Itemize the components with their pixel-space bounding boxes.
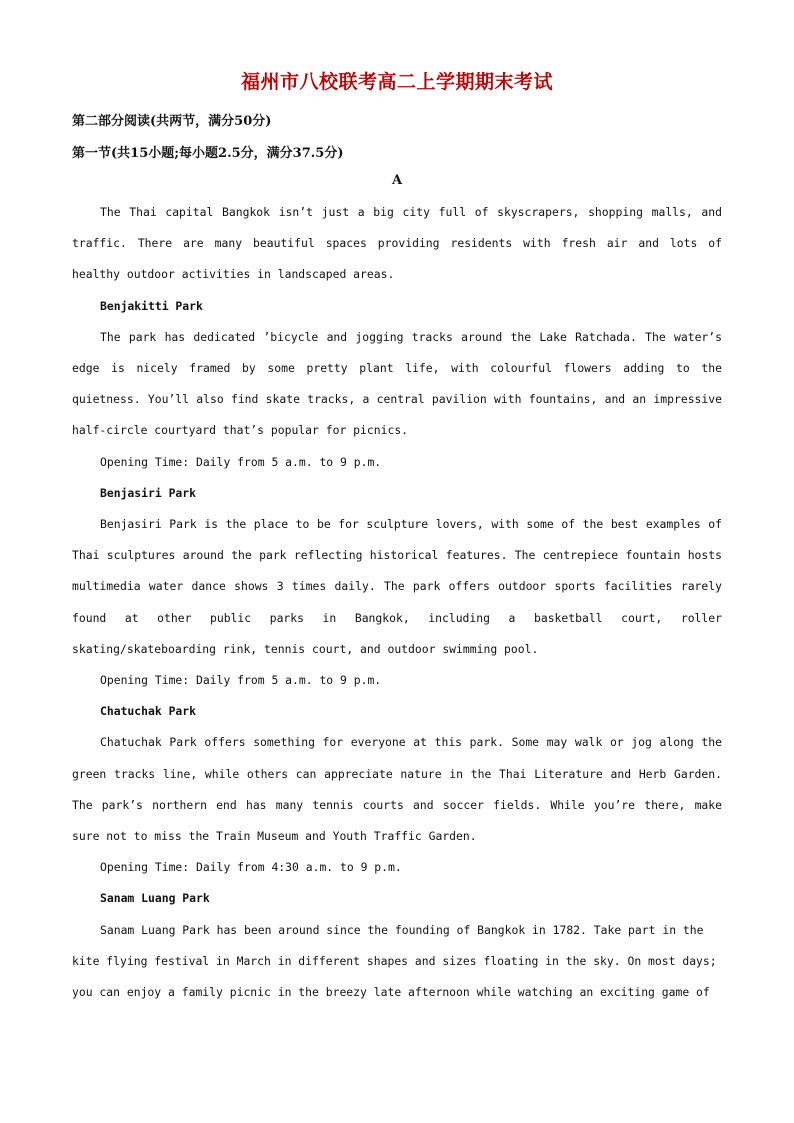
- park-description: Sanam Luang Park has been around since the founding of Bangkok in 1782. Take part in the kite flying festival in March in different shapes and sizes floating in the sky. On most days; you can enjoy a family picnic in the breezy late afternoon while watching an exciting game of: [72, 922, 717, 1000]
- park-opening-time: Opening Time: Daily from 4:30 a.m. to 9 p.m.: [100, 860, 402, 875]
- park-heading: Chatuchak Park: [100, 704, 197, 719]
- passage-body: [72, 197, 722, 1008]
- park-heading: Benjasiri Park: [100, 485, 197, 500]
- park-description: The park has dedicated ’bicycle and jogging tracks around the Lake Ratchada. The water’s edge is nicely framed by some pretty plant life, with colourful flowers adding to the quietness. You’ll also find skate tracks, a central pavilion with fountains, and an impressive half-circle courtyard that’s popular for picnics.: [72, 329, 722, 438]
- park-description: Benjasiri Park is the place to be for sculpture lovers, with some of the best examples of Thai sculptures around the park reflecting historical features. The centrepiece fountain hosts multimedia water dance shows 3 times daily. The park offers outdoor sports facilities rarely found at other public parks in Bangkok, including a basketball court, roller skating/skateboarding rink, tennis court, and outdoor swimming pool.: [72, 517, 722, 656]
- section-heading: 第二部分阅读(共两节，满分50分): [72, 114, 272, 129]
- passage-label: A: [391, 173, 403, 188]
- park-heading: Benjakitti Park: [100, 298, 203, 313]
- park-description: Chatuchak Park offers something for everyone at this park. Some may walk or jog along the green tracks line, while others can appreciate nature in the Thai Literature and Herb Garden. The park’s northern end has many tennis courts and soccer fields. While you’re there, make sure not to miss the Train Museum and Youth Traffic Garden.: [72, 735, 722, 844]
- subsection-heading: 第一节(共15小题;每小题2.5分，满分37.5分): [72, 146, 344, 161]
- park-opening-time: Opening Time: Daily from 5 a.m. to 9 p.m.: [100, 454, 382, 469]
- park-heading: Sanam Luang Park: [100, 891, 210, 906]
- intro-paragraph: The Thai capital Bangkok isn’t just a big city full of skyscrapers, shopping malls, and traffic. There are many beautiful spaces providing residents with fresh air and lots of healthy outdoor activities in landscaped areas.: [72, 205, 722, 282]
- exam-title: 福州市八校联考高二上学期期末考试: [240, 71, 553, 93]
- park-opening-time: Opening Time: Daily from 5 a.m. to 9 p.m.: [100, 673, 382, 688]
